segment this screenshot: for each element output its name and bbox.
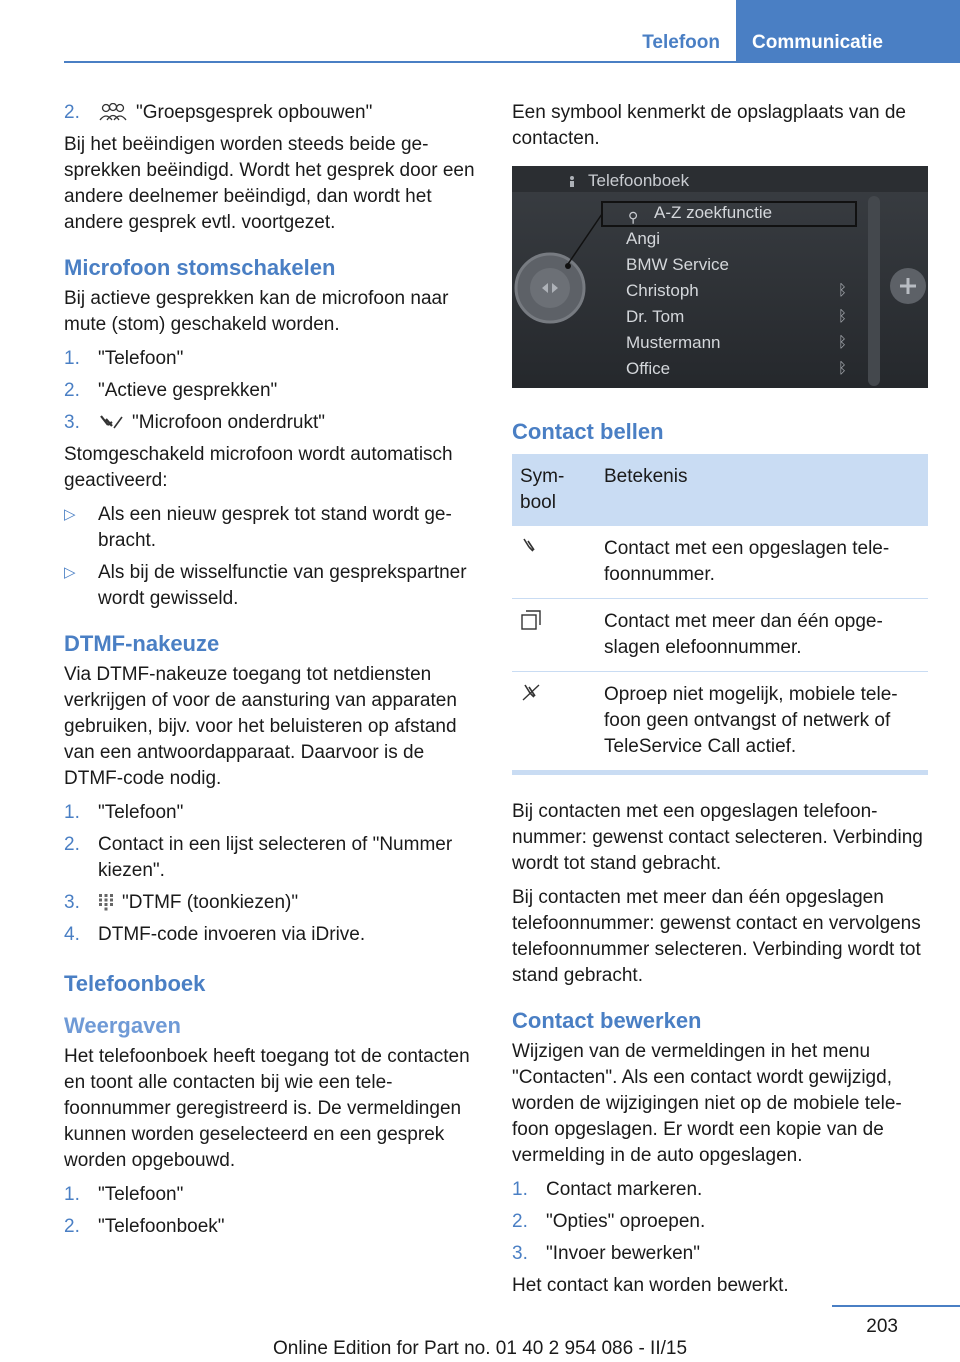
list-text: "Telefoon" <box>98 348 184 369</box>
paragraph: Stomgeschakeld microfoon wordt automatisch geactiveerd: <box>64 444 453 491</box>
page-number: 203 <box>866 1316 898 1337</box>
list-number: 3. <box>512 1243 528 1264</box>
heading-microfoon: Microfoon stomschakelen <box>64 255 336 280</box>
heading-contact-bellen: Contact bellen <box>512 419 664 444</box>
screen-list <box>626 200 772 382</box>
bullet-icon: ▷ <box>64 506 76 523</box>
list-item <box>512 1177 928 1203</box>
paragraph: Bij contacten met een opgeslagen telefoonnummer: gewenst contact selecteren. Verbinding wordt tot stand gebracht. <box>512 801 923 874</box>
list-number: 2. <box>64 102 80 123</box>
list-item <box>512 1241 928 1267</box>
paragraph: Via DTMF-nakeuze toegang tot netdiensten verkrijgen of voor de aansturing van apparaten gebruiken, bijv. voor het beluisteren op afstand van een antwoordapparaat. Daarvoor is de DTMF-code nodig. <box>64 664 457 789</box>
paragraph: Wijzigen van de vermeldingen in het menu "Contacten". Als een contact wordt gewijzigd, worden de wijzigingen niet op de mobiele telefoon opgeslagen. Er wordt een kopie van de vermelding in de auto opgeslagen. <box>512 1041 902 1166</box>
list-text: "Telefoonboek" <box>98 1216 225 1237</box>
heading-dtmf: DTMF-nakeuze <box>64 631 220 656</box>
heading-telefoonboek: Telefoonboek <box>64 971 206 996</box>
mic-steps-list <box>64 346 480 436</box>
table-header-symbol: Symbool <box>512 454 596 526</box>
microphone-muted-icon <box>98 413 124 431</box>
book-steps-list <box>64 1182 480 1240</box>
bullet-icon: ▷ <box>64 564 76 581</box>
list-text: "DTMF (toonkiezen)" <box>122 892 299 913</box>
list-item <box>64 1182 480 1208</box>
table-row <box>512 599 928 672</box>
list-text: "Microfoon onderdrukt" <box>132 412 326 433</box>
table-header-row <box>512 454 928 526</box>
list-text: "Telefoon" <box>98 1184 184 1205</box>
keypad-icon <box>98 893 114 911</box>
list-item <box>64 410 480 436</box>
list-text: Contact in een lijst selecteren of "Nummer kiezen". <box>98 834 453 881</box>
paragraph: Bij contacten met meer dan één opgeslagen telefoonnummer: gewenst contact en vervolgens telefoonnummer selecteren. Verbinding wordt tot stand gebracht. <box>512 887 921 986</box>
edition-footer: Online Edition for Part no. 01 40 2 954 086 - II/15 <box>272 1338 688 1359</box>
list-number: 3. <box>64 892 80 913</box>
bullet-text: Als een nieuw gesprek tot stand wordt gebracht. <box>98 504 452 551</box>
bullet-text: Als bij de wisselfunctie van gesprekspartner wordt gewisseld. <box>98 562 467 609</box>
list-item <box>64 378 480 404</box>
list-number: 1. <box>512 1179 528 1200</box>
screen-list-item: BMW Service <box>626 255 729 274</box>
table-cell-text: Contact met een opgeslagen telefoonnummer. <box>596 526 928 599</box>
list-item <box>64 1214 480 1240</box>
list-number: 1. <box>64 802 80 823</box>
paragraph: Bij actieve gesprekken kan de microfoon naar mute (stom) geschakeld worden. <box>64 288 449 335</box>
list-number: 2. <box>64 834 80 855</box>
list-item <box>64 922 480 948</box>
list-number: 2. <box>64 1216 80 1237</box>
screen-list-item: Office <box>626 359 671 378</box>
screen-list-item: A-Z zoekfunctie <box>654 203 773 222</box>
header-tab-communicatie: Communicatie <box>736 0 960 62</box>
list-text: "Telefoon" <box>98 802 184 823</box>
table-row <box>512 526 928 599</box>
list-text: "Invoer bewerken" <box>546 1243 700 1264</box>
paragraph: Het contact kan worden bewerkt. <box>512 1275 789 1296</box>
symbol-table <box>512 454 928 771</box>
table-cell-text: Oproep niet mogelijk, mobiele telefoon geen ontvangst of netwerk of TeleService Call actief. <box>596 672 928 771</box>
screen-title: Telefoonboek <box>588 171 690 190</box>
bullet-item <box>64 560 480 612</box>
table-cell-icon <box>512 599 596 672</box>
list-text: "Opties" oproepen. <box>546 1211 706 1232</box>
list-number: 2. <box>64 380 80 401</box>
bluetooth-icons <box>838 278 847 382</box>
screen-search-icon: ⚲ <box>628 209 639 225</box>
list-number: 1. <box>64 348 80 369</box>
bullet-item <box>64 502 480 554</box>
list-number: 4. <box>64 924 80 945</box>
list-text: Contact markeren. <box>546 1179 703 1200</box>
phone-crossed-icon <box>520 682 542 704</box>
right-column <box>512 100 928 1307</box>
screen-list-item: Angi <box>626 229 661 248</box>
screen-list-item: Mustermann <box>626 333 721 352</box>
list-text: "Groepsgesprek opbouwen" <box>136 102 373 123</box>
bluetooth-icon: ᛒ <box>838 308 848 325</box>
page-header <box>0 0 960 62</box>
bluetooth-icon: ᛒ <box>838 282 848 299</box>
bluetooth-icon: ᛒ <box>838 360 848 377</box>
screen-list-item: Christoph <box>626 281 699 300</box>
table-cell-text: Contact met meer dan één opgeslagen elefoonnummer. <box>596 599 928 672</box>
list-item <box>64 800 480 826</box>
paragraph: Het telefoonboek heeft toegang tot de contacten en toont alle contacten bij wie een telefoonnummer geregistreerd is. De vermeldingen kunnen worden geselecteerd en een gesprek worden opgebouwd. <box>64 1046 470 1171</box>
header-tab-telefoon: Telefoon <box>642 32 720 53</box>
footer-rule <box>832 1305 960 1307</box>
list-number: 2. <box>512 1211 528 1232</box>
header-rule <box>64 61 960 63</box>
table-end-rule <box>512 771 928 775</box>
idrive-screen-image <box>512 166 928 388</box>
screen-list-item: Dr. Tom <box>626 307 685 326</box>
list-item <box>64 832 480 884</box>
phone-icon <box>520 536 540 556</box>
dtmf-steps-list <box>64 800 480 948</box>
list-text: DTMF-code invoeren via iDrive. <box>98 924 366 945</box>
group-call-icon <box>98 103 128 121</box>
list-item <box>64 100 480 126</box>
table-row <box>512 672 928 771</box>
table-cell-icon <box>512 526 596 599</box>
table-cell-icon <box>512 672 596 771</box>
list-text: "Actieve gesprekken" <box>98 380 278 401</box>
heading-weergaven: Weergaven <box>64 1013 181 1038</box>
bluetooth-icon: ᛒ <box>838 334 848 351</box>
list-item <box>64 890 480 916</box>
list-item <box>64 346 480 372</box>
list-number: 1. <box>64 1184 80 1205</box>
paragraph: Een symbool kenmerkt de opslagplaats van de contacten. <box>512 102 906 149</box>
edit-steps-list <box>512 1177 928 1267</box>
left-column <box>64 100 480 1246</box>
multiple-numbers-icon <box>520 609 542 631</box>
list-item <box>512 1209 928 1235</box>
paragraph: Bij het beëindigen worden steeds beide gesprekken beëindigd. Wordt het gesprek door een andere deelnemer beëindigd, dan wordt het andere gesprek evtl. voortgezet. <box>64 134 475 233</box>
table-header-meaning: Betekenis <box>596 454 928 526</box>
list-number: 3. <box>64 412 80 433</box>
heading-contact-bewerken: Contact bewerken <box>512 1008 702 1033</box>
